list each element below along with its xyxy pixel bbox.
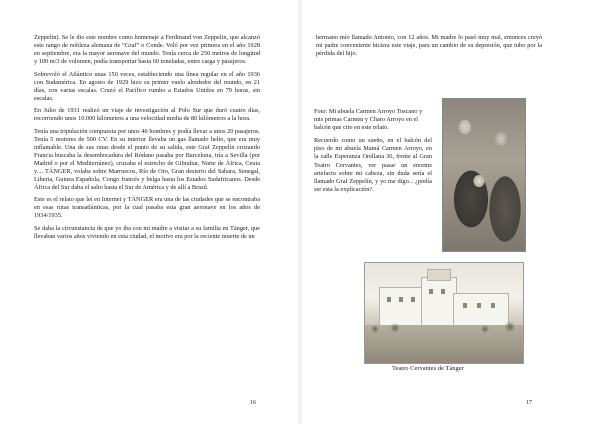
paragraph: hermano mío llamado Antonio, con 12 años. Mi madre lo pasó muy mal, entonces creyó mi padre conveniente hiciera este viaje, para un cambio de su depresión, que tubo por la pérdida del hijo. xyxy=(316,34,542,57)
window xyxy=(429,289,433,294)
window xyxy=(411,297,415,302)
paragraph: Este es el relato que leí en Internet y TÁNGER era una de las ciudades que se encontraba en esas rutas transatlánticas, por la cual pasaba esta gran aeronave en los años de 1934/1935. xyxy=(34,196,260,219)
window xyxy=(441,289,445,294)
left-page-text xyxy=(34,34,260,245)
paragraph: Se daba la circunstancia de que yo iba con mi madre a visitar a su familia en Tánger, que llevaban varios años viviendo en esta ciudad, el motivo era por la reciente muerte de un xyxy=(34,224,260,240)
paragraph: Tenía una tripulación compuesta por unos 40 hombres y podía llevar a unos 20 pasajeros. Tenía 5 motores de 500 CV. En su interior llevaba un gas llamado helio, que era muy inflamable. Una de sus rutas desde el punto de su salida, este Graf Zeppelín cruzando Francia buscaba la desembocadura del Ródano pasaba por Barcelona, iría a Sevilla (por Madrid o por el Mediterráneo), cruzaba el estrecho de Gibraltar, Norte de África, Ceuta y.... TÁNGER, volaba sobre Marruecos, Río de Oro, Gran desierto del Sahara, Senegal, Liberia, Guinea Española, Congo francés y belga hasta los Estados Sudafricanos. Desde África del Sur daba el salto hasta el Sur de América y de allí a Brasil. xyxy=(34,127,260,191)
window xyxy=(463,303,467,308)
family-balcony-photo xyxy=(442,98,526,252)
paragraph: Zeppelin). Se le dio este nombre como homenaje a Ferdinand von Zeppelin, que alcanzó este rango de nobleza alemana de “Graf” o Conde. Voló por vez primera en el año 1928 en septiembre, era la mayor aeronave del mundo. Tenía cerca de 250 metros de longitud y 100 m/3 de volumen, podía transportar hasta 60 toneladas, entre carga y pasajeros. xyxy=(34,34,260,65)
photo-trees xyxy=(365,321,523,335)
theatre-photo-caption: Teatro Cervantes de Tánger xyxy=(392,365,464,372)
teatro-cervantes-photo xyxy=(364,262,524,364)
window xyxy=(399,297,403,302)
paragraph: Recuerdo como un sueño, en el balcón del piso de mi abuela Mamá Carmen Arroyo, en la calle Esperanza Orellana 36, frente al Gran Teatro Cervantes, ver pasar un enorme artefacto sobre mi cabeza, sin duda sería el llamado Graf Zeppelín, y yo me digo... ¿podía ser esta la explicación?. xyxy=(314,137,432,193)
page-number-left: 16 xyxy=(250,400,256,406)
family-photo-caption-text xyxy=(314,108,432,199)
window xyxy=(491,303,495,308)
building-tower xyxy=(421,277,457,327)
window xyxy=(387,297,391,302)
photo-caption-paragraph: Foto: Mi abuela Carmen Arroyo Toscano y mis primas Carmen y Charo Arroyo en el balcón que cito en este relato. xyxy=(314,108,423,132)
building-roof xyxy=(427,269,451,281)
paragraph: En Julio de 1931 realizó un viaje de investigación al Polo Sur que duró cuatro días, recorriendo unos 10.000 kilómetros a una velocidad media de 80 kilómetros a la hora. xyxy=(34,107,260,122)
right-page-top-text xyxy=(316,34,542,58)
left-page xyxy=(0,0,298,424)
page-number-right: 17 xyxy=(526,400,532,406)
window xyxy=(477,303,481,308)
paragraph: Sobrevoló el Atlántico unas 150 veces, estableciendo una línea regular en el año 1936 con Sudamérica. En agosto de 1929 hizo su primer vuelo alrededor del mundo, en 21 días, con varias escalas. Cruzó el Pacífico rumbo a Estados Unidos en 79 horas, sin escalas. xyxy=(34,70,260,102)
right-page xyxy=(302,0,600,424)
